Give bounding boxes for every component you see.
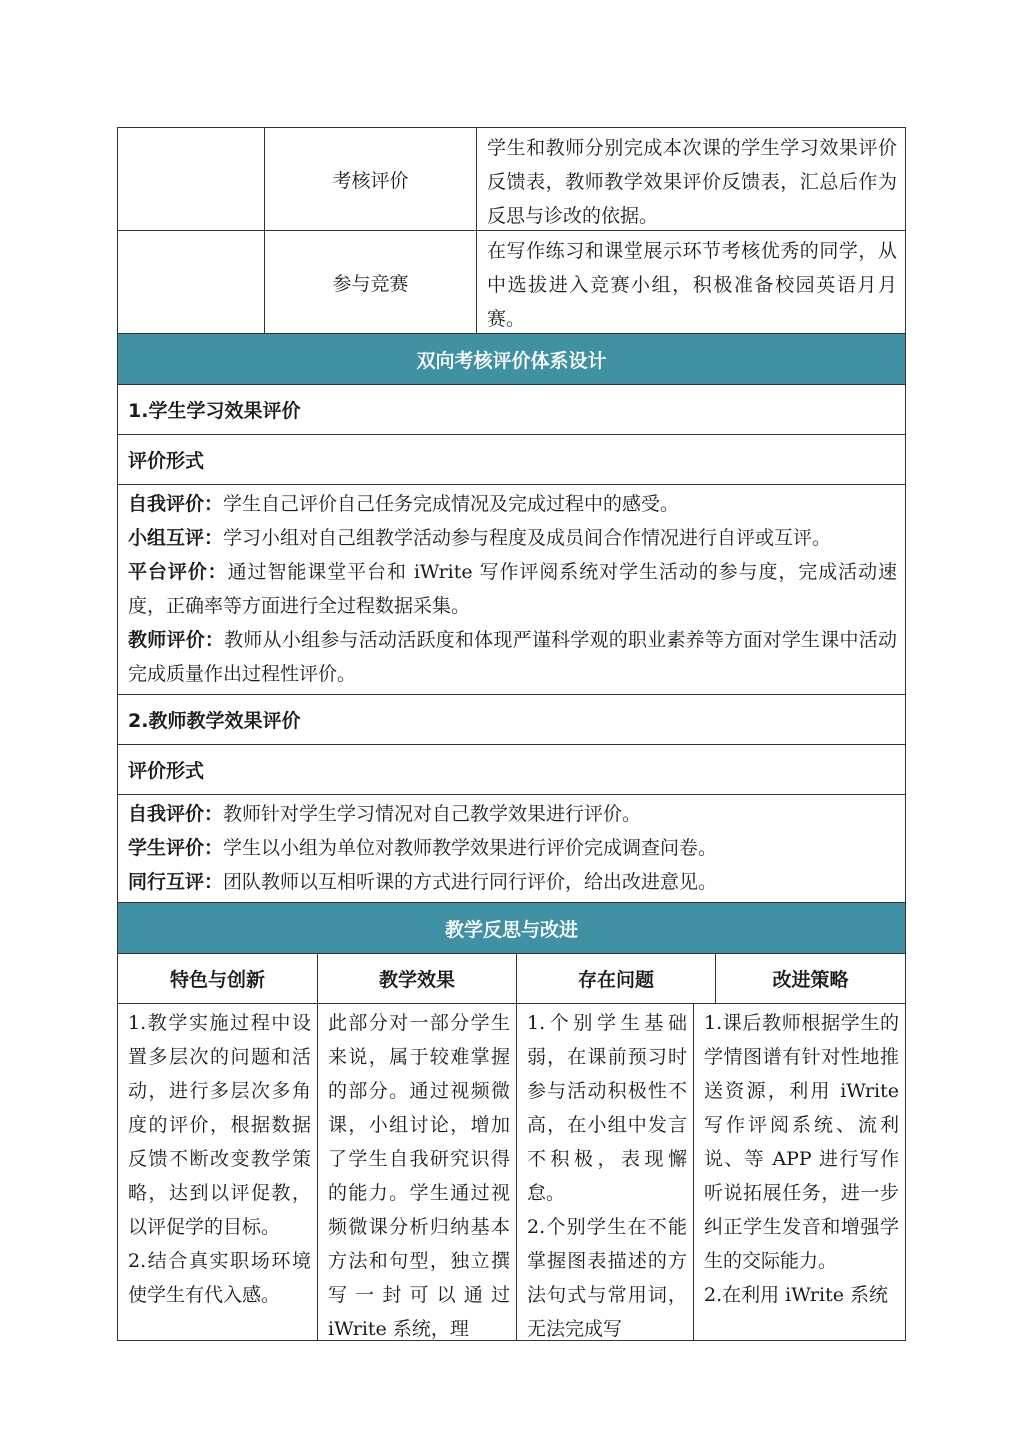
section-banner: 双向考核评价体系设计 — [118, 334, 905, 385]
effect-text: 此部分对一部分学生来说，属于较难掌握的部分。通过视频微课，小组讨论，增加了学生自我研究识得的能力。学生通过视频微课分析归纳基本方法和句型，独立撰写一封可以通过 iWrite 系统，理 — [328, 1012, 510, 1340]
column-header: 特色与创新 — [118, 954, 318, 1003]
strategies-item: 2.在利用 iWrite 系统 — [704, 1284, 888, 1306]
column-header-row — [118, 954, 905, 1004]
item-label: 自我评价： — [128, 493, 224, 515]
evaluation-list — [118, 795, 905, 903]
empty-cell — [118, 231, 265, 333]
item-label: 教师评价： — [128, 629, 225, 651]
subsection-heading: 1.学生学习效果评价 — [118, 385, 905, 435]
item-text: 学生自己评价自己任务完成情况及完成过程中的感受。 — [223, 493, 680, 515]
evaluation-item — [128, 623, 897, 691]
item-text: 学生以小组为单位对教师教学效果进行评价完成调查问卷。 — [223, 837, 718, 859]
item-text: 教师针对学生学习情况对自己教学效果进行评价。 — [223, 803, 642, 825]
problems-item: 2.个别学生在不能掌握图表描述的方法句式与常用词，无法完成写 — [527, 1216, 687, 1340]
evaluation-item — [128, 555, 897, 623]
reflection-row — [118, 1004, 905, 1341]
item-label: 自我评价： — [128, 803, 224, 825]
column-header: 改进策略 — [772, 969, 849, 991]
section-banner: 教学反思与改进 — [118, 903, 905, 954]
evaluation-item — [128, 487, 897, 521]
document-page — [117, 127, 906, 1341]
item-text: 教师从小组参与活动活跃度和体现严谨科学观的职业素养等方面对学生课中活动完成质量作出过程性评价。 — [128, 629, 897, 685]
features-item: 2.结合真实职场环境使学生有代入感。 — [128, 1250, 311, 1306]
features-cell — [118, 1004, 318, 1340]
problems-cell — [517, 1004, 694, 1340]
evaluation-item — [128, 521, 897, 555]
subsection-heading: 2.教师教学效果评价 — [118, 695, 905, 745]
evaluation-block — [118, 485, 905, 694]
evaluation-item — [128, 865, 717, 899]
lesson-table — [117, 127, 906, 1341]
item-label: 同行互评： — [128, 871, 224, 893]
column-header: 存在问题 — [517, 954, 716, 1003]
form-heading: 评价形式 — [118, 435, 905, 485]
row-label: 参与竞赛 — [265, 231, 477, 333]
evaluation-list — [118, 485, 905, 695]
item-label: 平台评价： — [128, 561, 228, 583]
item-label: 学生评价： — [128, 837, 224, 859]
effect-cell — [318, 1004, 517, 1340]
table-row — [118, 128, 905, 231]
item-text: 团队教师以互相听课的方式进行同行评价，给出改进意见。 — [223, 871, 718, 893]
empty-cell — [118, 128, 265, 230]
strategies-item: 1.课后教师根据学生的学情图谱有针对性地推送资源，利用 iWrite 写作评阅系统、流利说、等 APP 进行写作听说拓展任务，进一步纠正学生发音和增强学生的交际能力。 — [704, 1012, 899, 1272]
features-item: 1.教学实施过程中设置多层次的问题和活动，进行多层次多角度的评价，根据数据反馈不断改变教学策略，达到以评促教，以评促学的目标。 — [128, 1012, 311, 1238]
strategies-cell — [694, 1004, 905, 1340]
column-header: 教学效果 — [318, 954, 517, 1003]
evaluation-item — [128, 831, 717, 865]
item-label: 小组互评： — [128, 527, 224, 549]
item-text: 通过智能课堂平台和 iWrite 写作评阅系统对学生活动的参与度，完成活动速度，正确率等方面进行全过程数据采集。 — [128, 561, 897, 617]
table-row — [118, 231, 905, 334]
problems-item: 1.个别学生基础弱，在课前预习时参与活动积极性不高，在小组中发言不积极，表现懈怠。 — [527, 1012, 687, 1204]
row-content: 在写作练习和课堂展示环节考核优秀的同学，从中选拔进入竞赛小组，积极准备校园英语月月赛。 — [487, 240, 897, 330]
row-label: 考核评价 — [265, 128, 477, 230]
item-text: 学习小组对自己组教学活动参与程度及成员间合作情况进行自评或互评。 — [223, 527, 832, 549]
form-heading: 评价形式 — [118, 745, 905, 795]
evaluation-block — [118, 795, 725, 902]
evaluation-item — [128, 797, 717, 831]
row-content: 学生和教师分别完成本次课的学生学习效果评价反馈表，教师教学效果评价反馈表，汇总后作为反思与诊改的依据。 — [487, 137, 897, 227]
